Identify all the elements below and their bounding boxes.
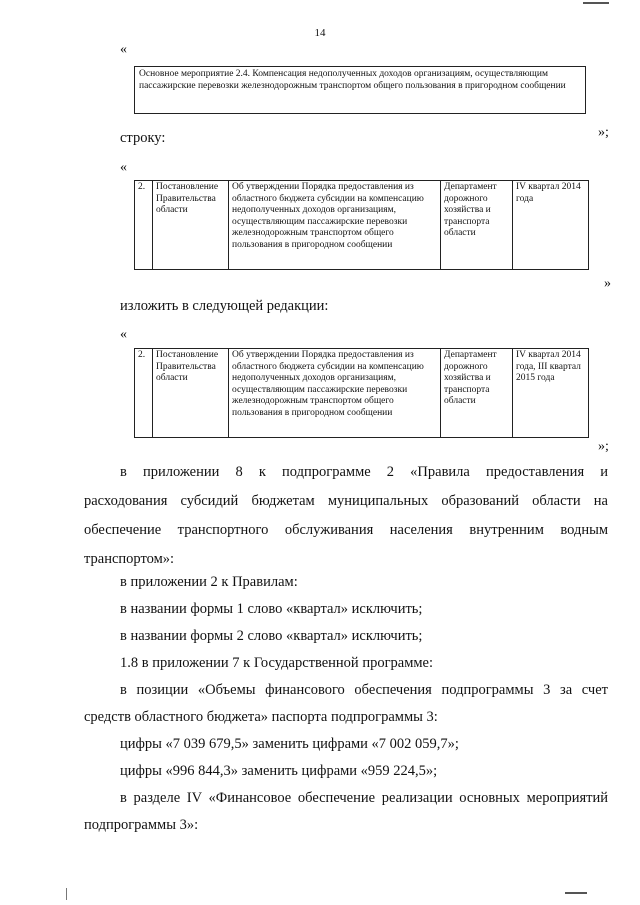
- paragraph-1-line-1: в приложении 8 к подпрограмме 2 «Правила предоставления и: [120, 464, 608, 480]
- paragraph-7: цифры «7 039 679,5» заменить цифрами «7 002 059,7»;: [120, 736, 459, 752]
- cell-num: 2.: [135, 349, 153, 438]
- cell-doc: Постановление Правительства области: [153, 181, 229, 270]
- paragraph-5: 1.8 в приложении 7 к Государственной программе:: [120, 655, 434, 671]
- open-quote-3: «: [120, 327, 127, 342]
- close-quote-3: »;: [598, 439, 609, 454]
- paragraph-2: в приложении 2 к Правилам:: [120, 574, 298, 590]
- paragraph-9-line-2: подпрограммы 3»:: [84, 817, 199, 833]
- open-quote-1: «: [120, 42, 127, 57]
- activity-box: Основное мероприятие 2.4. Компенсация недополученных доходов организациям, осуществляющим пассажирские перевозки железнодорожным транспортом общего пользования в пригородном сообщении: [134, 66, 586, 114]
- cell-term: IV квартал 2014 года: [513, 181, 589, 270]
- paragraph-1-line-4: транспортом»:: [84, 551, 175, 567]
- paragraph-8: цифры «996 844,3» заменить цифрами «959 224,5»;: [120, 763, 438, 779]
- cell-title: Об утверждении Порядка предоставления из областного бюджета субсидии на компенсацию недополученных доходов организациям, осуществляющим пассажирские перевозки железнодорожным транспортом общего пользования в пригородном сообщении: [229, 349, 441, 438]
- table-row: [135, 349, 589, 438]
- table-old-row: [134, 180, 589, 270]
- label-stroku: строку:: [120, 130, 166, 146]
- paragraph-6-line-2: средств областного бюджета» паспорта подпрограммы 3:: [84, 709, 438, 725]
- paragraph-1-line-2: расходования субсидий бюджетам муниципальных образований области на: [84, 493, 608, 509]
- paragraph-4: в названии формы 2 слово «квартал» исключить;: [120, 628, 423, 644]
- scan-mark-left: [66, 888, 67, 900]
- paragraph-6-line-1: в позиции «Объемы финансового обеспечения подпрограммы 3 за счет: [120, 682, 608, 698]
- page-number: 14: [314, 27, 326, 39]
- paragraph-3: в названии формы 1 слово «квартал» исключить;: [120, 601, 423, 617]
- close-quote-1: »;: [598, 125, 609, 140]
- open-quote-2: «: [120, 160, 127, 175]
- cell-doc: Постановление Правительства области: [153, 349, 229, 438]
- paragraph-9-line-1: в разделе IV «Финансовое обеспечение реализации основных мероприятий: [120, 790, 608, 806]
- cell-term: IV квартал 2014 года, III квартал 2015 года: [513, 349, 589, 438]
- cell-title: Об утверждении Порядка предоставления из областного бюджета субсидии на компенсацию недополученных доходов организациям, осуществляющим пассажирские перевозки железнодорожным транспортом общего пользования в пригородном сообщении: [229, 181, 441, 270]
- cell-dept: Департамент дорожного хозяйства и транспорта области: [441, 181, 513, 270]
- table-new-row: [134, 348, 589, 438]
- cell-dept: Департамент дорожного хозяйства и транспорта области: [441, 349, 513, 438]
- scan-mark-top: [583, 2, 609, 4]
- close-quote-2: »: [604, 276, 611, 291]
- cell-num: 2.: [135, 181, 153, 270]
- paragraph-1-line-3: обеспечение транспортного обслуживания населения внутренним водным: [84, 522, 608, 538]
- table-row: [135, 181, 589, 270]
- scan-mark-bottom: [565, 892, 587, 894]
- label-izlozhit: изложить в следующей редакции:: [120, 298, 329, 314]
